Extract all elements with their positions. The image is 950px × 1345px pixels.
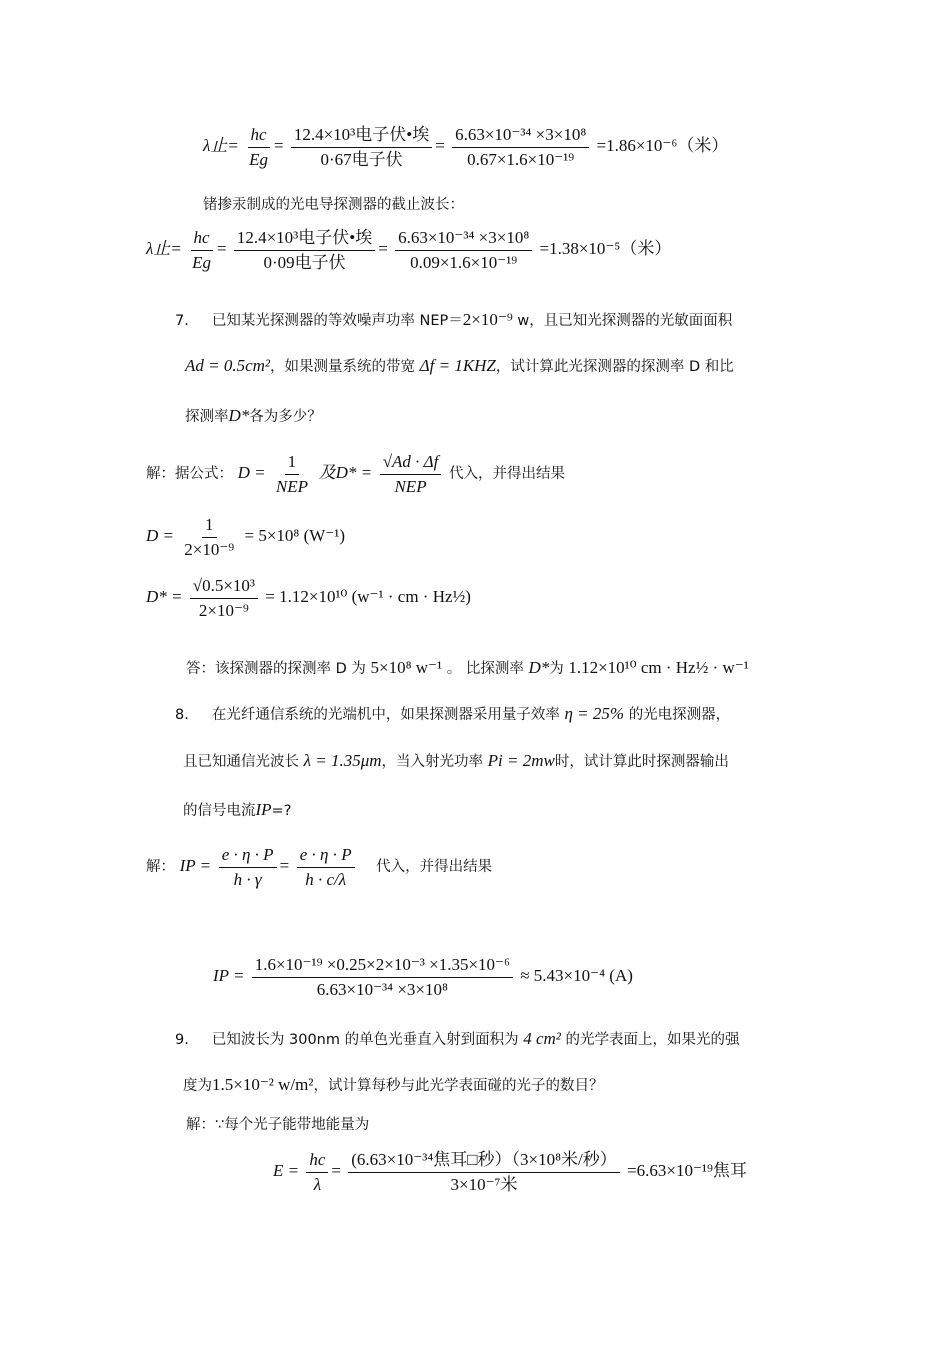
fraction	[246, 125, 271, 169]
formula-lhs: λ止=	[146, 238, 182, 258]
fraction	[252, 955, 513, 999]
question-text: ，试计算此光探测器的探测率 D 和比	[495, 359, 734, 375]
formula-lhs: IP =	[213, 965, 245, 985]
numerator: (6.63×10⁻³⁴焦耳□秒）（3×10⁸米/秒）	[348, 1150, 620, 1173]
formula-result: = 1.12×10¹⁰ (w⁻¹ · cm · Hz½)	[265, 586, 471, 606]
q9-line-2	[183, 1074, 603, 1095]
denominator: NEP	[275, 476, 308, 496]
question-text: ，当入射光功率	[381, 754, 484, 770]
question-text: 的光电探测器，	[628, 707, 731, 723]
denominator: 0·09电子伏	[263, 252, 346, 272]
answer-text: 为	[549, 661, 564, 677]
answer-d-value: 5×10⁸ w⁻¹	[370, 658, 443, 677]
question-text: 探测率	[185, 409, 229, 425]
fraction	[189, 228, 214, 272]
numerator: 12.4×10³电子伏•埃	[234, 228, 375, 251]
q7-line-3	[185, 405, 322, 426]
q8-line-1	[175, 703, 730, 724]
formula-lhs: D* =	[146, 586, 183, 606]
formula-lhs: D =	[237, 463, 270, 483]
numerator: hc	[248, 125, 270, 148]
numerator: √Ad · Δf	[380, 452, 442, 475]
denominator: h · γ	[233, 869, 262, 889]
hgcdte-intro: 锗掺汞制成的光电导探测器的截止波长：	[203, 197, 464, 213]
bandwidth-value: Δf = 1KHZ	[419, 356, 496, 375]
dstar-symbol: D*	[228, 406, 250, 425]
fraction	[395, 228, 532, 272]
answer-text: 答：该探测器的探测率 D 为	[186, 661, 366, 677]
question-text: 各为多少？	[249, 409, 322, 425]
formula-result: =6.63×10⁻¹⁹焦耳	[627, 1160, 747, 1180]
denominator: λ	[313, 1174, 322, 1194]
question-text: 已知某光探测器的等效噪声功率 NEP＝	[211, 313, 463, 329]
nep-value: 2×10⁻⁹	[462, 310, 513, 329]
numerator: 12.4×10³电子伏•埃	[291, 125, 432, 148]
denominator: 0.09×1.6×10⁻¹⁹	[410, 252, 518, 272]
numerator: 1	[285, 452, 300, 475]
formula-result: ≈ 5.43×10⁻⁴ (A)	[520, 965, 633, 985]
question-text: 度为	[183, 1078, 212, 1094]
formula-lhs: E =	[273, 1160, 300, 1180]
answer-dstar-value: 1.12×10¹⁰ cm · Hz½ · w⁻¹	[568, 658, 749, 677]
d-formula	[146, 515, 345, 559]
question-number: 9.	[175, 1032, 189, 1048]
fraction	[297, 845, 355, 889]
numerator: √0.5×10³	[190, 576, 258, 599]
question-text: 时，试计算此时探测器输出	[554, 754, 729, 770]
formula-result: =1.38×10⁻⁵（米）	[539, 238, 672, 258]
question-text: 且已知通信光波长	[183, 754, 299, 770]
solution-intro: 解：	[146, 859, 175, 876]
q7-answer	[186, 657, 749, 678]
area-value: 4 cm²	[523, 1029, 561, 1048]
denominator: 0.67×1.6×10⁻¹⁹	[467, 149, 575, 169]
fraction	[181, 515, 237, 559]
fraction	[452, 125, 589, 169]
q8-line-2	[183, 750, 729, 771]
eta-value: η = 25%	[564, 704, 625, 723]
photon-energy-formula: E = $\frac{hc}{\lambda}$ = $\frac{\text{(6.63×10⁻³⁴焦耳□秒）（3×10⁸米/秒）}}{\text{3×10⁻⁷米}}$ =6.63×10⁻¹⁹焦耳	[273, 1150, 747, 1194]
numerator: e · η · P	[297, 845, 355, 868]
question-text: 的信号电流	[183, 803, 256, 819]
denominator: NEP	[394, 476, 427, 496]
question-text: 的光学表面上，如果光的强	[565, 1032, 740, 1048]
denominator: 2×10⁻⁹	[184, 539, 235, 559]
q9-solution-intro: 解：∵每个光子能带地能量为	[186, 1117, 370, 1133]
power-value: Pi = 2mw	[487, 751, 555, 770]
denominator: Eg	[249, 149, 268, 169]
dstar-formula	[146, 576, 471, 620]
fraction	[348, 1150, 620, 1194]
ip-symbol: IP	[255, 800, 272, 819]
area-value: Ad = 0.5cm²	[185, 356, 271, 375]
question-text: ，试计算每秒与此光学表面碰的光子的数目？	[313, 1078, 604, 1094]
numerator: 6.63×10⁻³⁴ ×3×10⁸	[452, 125, 589, 148]
numerator: 6.63×10⁻³⁴ ×3×10⁸	[395, 228, 532, 251]
solution-tail: 代入，并得出结果	[448, 466, 565, 483]
q8-line-3	[183, 799, 291, 820]
ip-result-formula	[213, 955, 633, 999]
fraction	[190, 576, 258, 620]
question-text: =?	[271, 803, 292, 819]
q9-line-1	[175, 1028, 740, 1049]
answer-text: 。 比探测率	[446, 661, 524, 677]
fraction	[219, 845, 277, 889]
q7-solution-formula	[146, 452, 565, 496]
q8-solution-formula: 解： IP = $\frac{e \cdot \eta \cdot P}{h \cdot \gamma}$ = $\frac{e \cdot \eta \cdot P}{h \cdot c/\lambda}$ 代入，并得出结果	[146, 845, 493, 889]
formula-lhs: IP =	[179, 856, 212, 876]
fraction	[234, 228, 375, 272]
formula-lhs: D =	[146, 525, 174, 545]
denominator: 6.63×10⁻³⁴ ×3×10⁸	[316, 979, 448, 999]
intensity-value: 1.5×10⁻² w/m²	[212, 1075, 314, 1094]
cutoff-formula-2: λ止= $\frac{hc}{Eg}$ = $\frac{\text{12.4×10³电子伏•埃}}{\text{0·09电子伏}}$ = $\frac{\text{6.63×10⁻³⁴ ×3×10⁸}}{\text{0.09×1.6×10⁻¹⁹}}$ =1.38×10⁻⁵（米）	[146, 228, 672, 272]
question-text: 在光纤通信系统的光端机中，如果探测器采用量子效率	[211, 707, 560, 723]
fraction	[291, 125, 432, 169]
formula-lhs: λ止=	[203, 135, 239, 155]
question-text: w，且已知光探测器的光敏面面积	[512, 313, 733, 329]
fraction	[273, 452, 311, 496]
numerator: hc	[191, 228, 213, 251]
cutoff-formula-1: λ止= $\frac{hc}{Eg}$ = $\frac{\text{12.4×10³电子伏•埃}}{\text{0·67电子伏}}$ = $\frac{\text{6.63×10⁻³⁴ ×3×10⁸}}{\text{0.67×1.6×10⁻¹⁹}}$ =1.86×10⁻⁶（米）	[203, 125, 729, 169]
formula-result: = 5×10⁸ (W⁻¹)	[244, 525, 346, 545]
formula-result: =1.86×10⁻⁶（米）	[596, 135, 729, 155]
question-number: 8.	[175, 707, 189, 723]
q7-line-2	[185, 355, 734, 376]
numerator: hc	[306, 1150, 328, 1173]
denominator: 3×10⁻⁷米	[450, 1174, 518, 1194]
fraction	[306, 1150, 328, 1194]
question-text: 已知波长为 300nm 的单色光垂直入射到面积为	[211, 1032, 519, 1048]
denominator: h · c/λ	[305, 869, 347, 889]
question-text: ，如果测量系统的带宽	[270, 359, 416, 375]
denominator: Eg	[192, 252, 211, 272]
fraction	[380, 452, 442, 496]
question-number: 7.	[175, 313, 189, 329]
denominator: 0·67电子伏	[320, 149, 403, 169]
numerator: e · η · P	[219, 845, 277, 868]
denominator: 2×10⁻⁹	[198, 600, 249, 620]
lambda-value: λ = 1.35μm	[303, 751, 382, 770]
q7-line-1	[175, 309, 732, 330]
numerator: 1	[202, 515, 217, 538]
formula-connector: 及D* =	[318, 463, 373, 483]
answer-dstar-symbol: D*	[528, 658, 550, 677]
solution-intro: 解：据公式：	[146, 466, 233, 483]
numerator: 1.6×10⁻¹⁹ ×0.25×2×10⁻³ ×1.35×10⁻⁶	[252, 955, 513, 978]
solution-tail: 代入，并得出结果	[376, 859, 493, 876]
